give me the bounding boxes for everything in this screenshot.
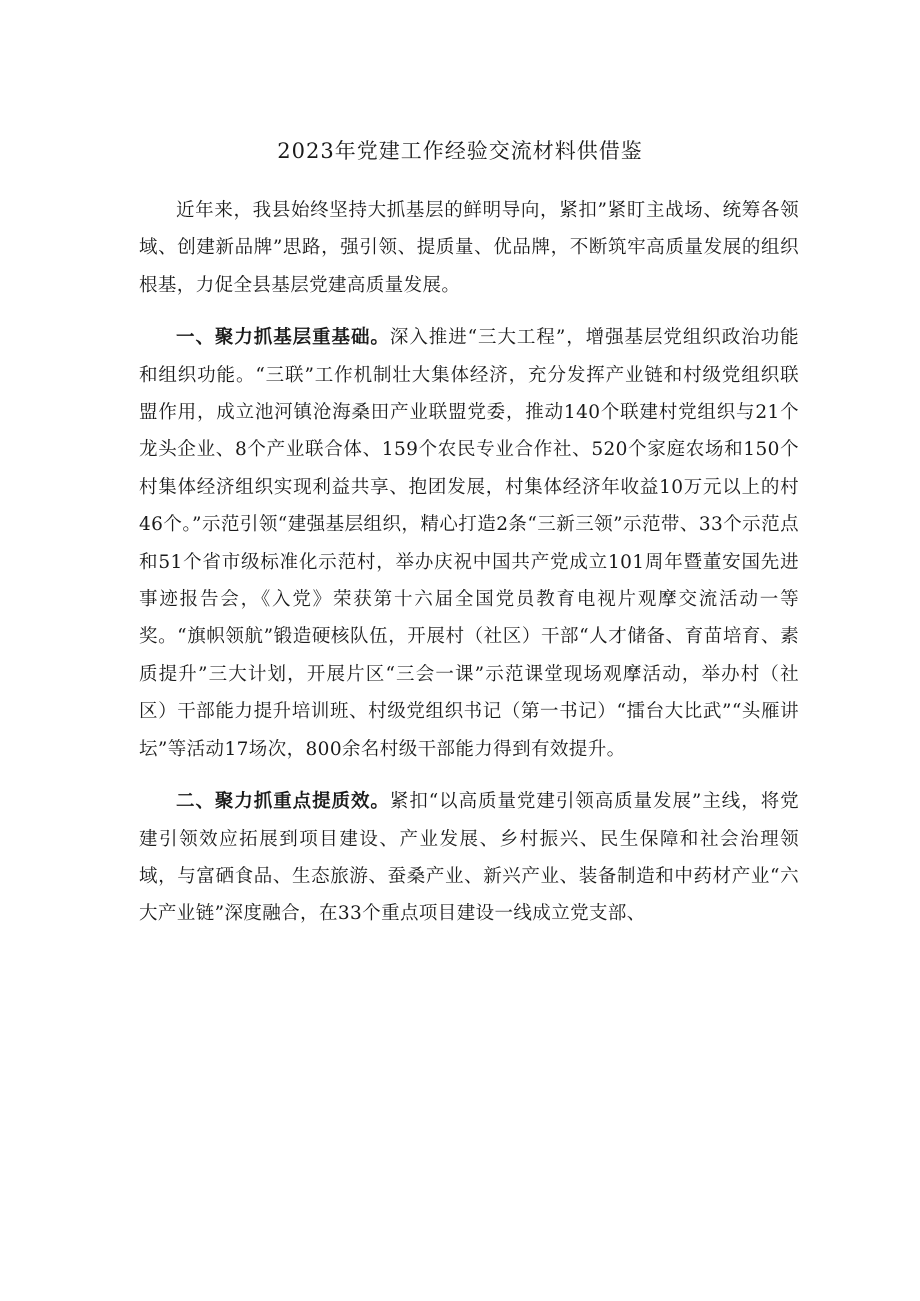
section-paragraph-2 — [139, 783, 799, 933]
section-paragraph-1 — [139, 319, 799, 768]
section-heading-2: 二、聚力抓重点提质效。 — [176, 791, 390, 813]
section-heading-1: 一、聚力抓基层重基础。 — [176, 327, 390, 349]
document-title: 2023年党建工作经验交流材料供借鉴 — [277, 139, 643, 163]
intro-paragraph: 近年来，我县始终坚持大抓基层的鲜明导向，紧扣”紧盯主战场、统筹各领域、创建新品牌”思路，强引领、提质量、优品牌，不断筑牢高质量发展的组织根基，力促全县基层党建高质量发展。 — [139, 200, 799, 296]
section-body-2: 紧扣“以高质量党建引领高质量发展”主线，将党建引领效应拓展到项目建设、产业发展、乡村振兴、民生保障和社会治理领域，与富硒食品、生态旅游、蚕桑产业、新兴产业、装备制造和中药材产业“六大产业链”深度融合，在33个重点项目建设一线成立党支部、 — [139, 791, 799, 925]
section-body-1: 深入推进“三大工程”，增强基层党组织政治功能和组织功能。“三联”工作机制壮大集体经济，充分发挥产业链和村级党组织联盟作用，成立池河镇沧海桑田产业联盟党委，推动140个联建村党组织与21个龙头企业、8个产业联合体、159个农民专业合作社、520个家庭农场和150个村集体经济组织实现利益共享、抱团发展，村集体经济年收益10万元以上的村46个。”示范引领“建强基层组织，精心打造2条“三新三领”示范带、33个示范点和51个省市级标准化示范村，举办庆祝中国共产党成立101周年暨董安国先进事迹报告会，《入党》荣获第十六届全国党员教育电视片观摩交流活动一等奖。“旗帜领航”锻造硬核队伍，开展村（社区）干部“人才储备、育苗培育、素质提升”三大计划，开展片区“三会一课”示范课堂现场观摩活动，举办村（社区）干部能力提升培训班、村级党组织书记（第一书记）“擂台大比武”“头雁讲坛”等活动17场次，800余名村级干部能力得到有效提升。 — [139, 327, 799, 760]
document-body — [139, 192, 799, 933]
